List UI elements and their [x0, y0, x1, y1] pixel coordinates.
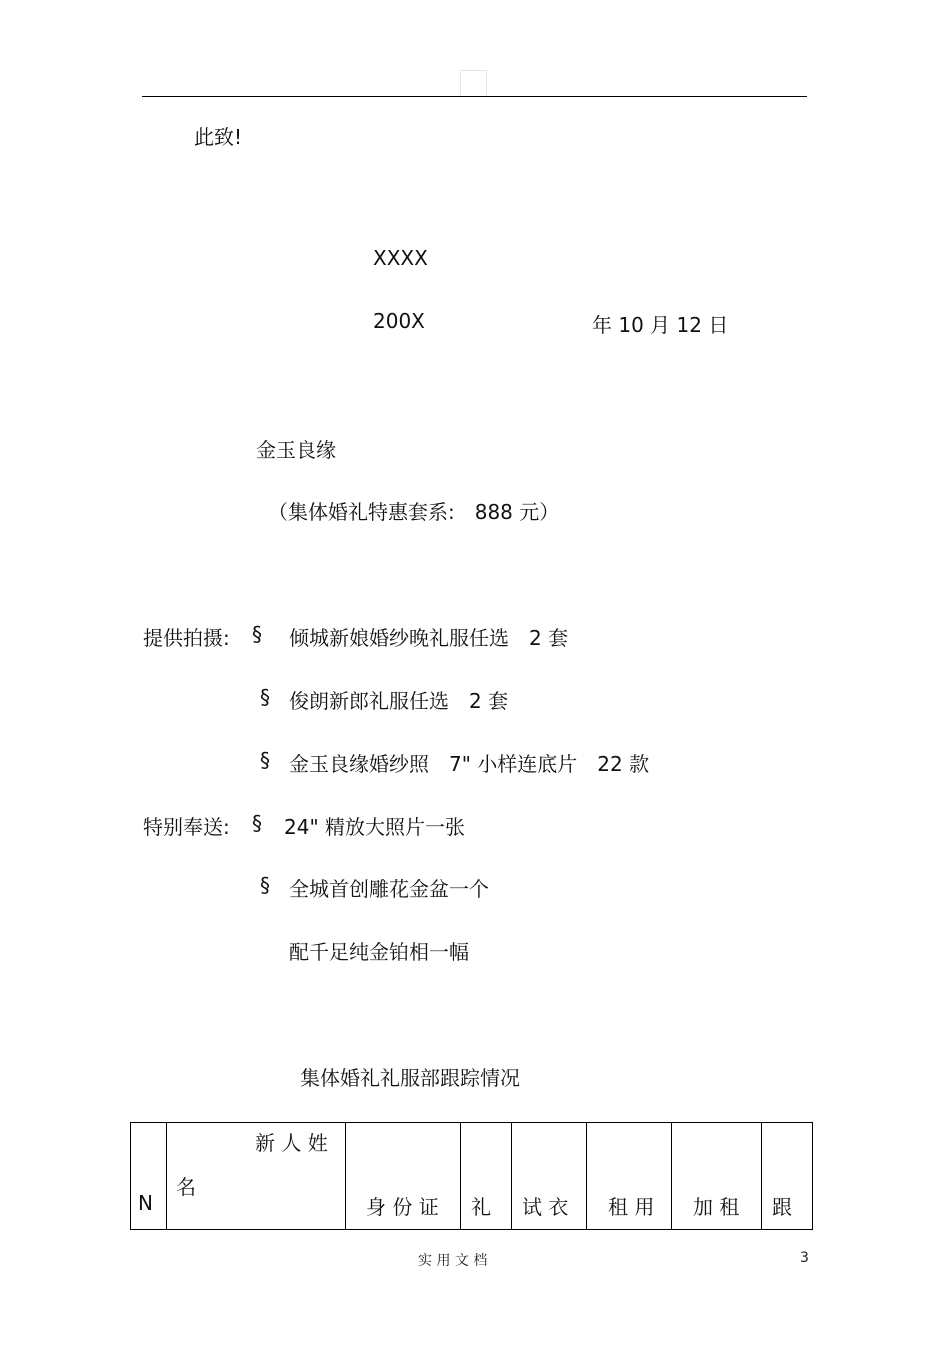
bullet: §	[260, 873, 270, 897]
header-cell-gift	[461, 1123, 512, 1230]
gift-label: 特别奉送:	[143, 815, 230, 839]
gift-item-1: 24" 精放大照片一张	[284, 815, 466, 839]
header-cell-fitting	[512, 1123, 587, 1230]
tracking-table	[130, 1122, 813, 1230]
provide-label: 提供拍摄:	[143, 626, 230, 650]
bullet: §	[260, 748, 270, 772]
header-cell-no	[131, 1123, 167, 1230]
header-name-line2: 名	[176, 1175, 196, 1199]
header-cell-name	[167, 1123, 346, 1230]
header-tab-box	[460, 70, 487, 96]
provide-item-3: 金玉良缘婚纱照 7" 小样连底片 22 款	[289, 752, 650, 776]
footer-text: 实 用 文 档	[418, 1253, 488, 1269]
page-number: 3	[800, 1250, 809, 1266]
letter-signature: XXXX	[373, 246, 428, 270]
table-header-row	[131, 1123, 813, 1230]
letter-closing: 此致!	[194, 125, 243, 149]
header-cell-id	[346, 1123, 461, 1230]
package-subtitle: （集体婚礼特惠套系: 888 元）	[268, 500, 560, 524]
tracking-title: 集体婚礼礼服部跟踪情况	[300, 1066, 520, 1090]
header-rule	[142, 96, 807, 97]
letter-date-year: 200X	[373, 309, 425, 333]
provide-item-1: 倾城新娘婚纱晚礼服任选 2 套	[289, 626, 569, 650]
header-no: N	[138, 1191, 153, 1215]
header-cell-follow	[762, 1123, 813, 1230]
header-fitting: 试 衣	[522, 1195, 569, 1219]
header-follow: 跟	[772, 1195, 792, 1219]
package-title: 金玉良缘	[256, 438, 336, 462]
header-id: 身 份 证	[366, 1195, 439, 1219]
header-cell-extra-rent	[672, 1123, 762, 1230]
bullet: §	[252, 811, 262, 835]
letter-date-rest: 年 10 月 12 日	[592, 313, 729, 337]
gift-item-2: 全城首创雕花金盆一个	[289, 877, 489, 901]
header-extra-rent: 加 租	[693, 1195, 740, 1219]
bullet: §	[252, 622, 262, 646]
bullet: §	[260, 685, 270, 709]
header-name-line1: 新 人 姓	[255, 1131, 328, 1155]
gift-continuation: 配千足纯金铂相一幅	[289, 940, 469, 964]
header-rent: 租 用	[608, 1195, 655, 1219]
header-gift: 礼	[471, 1195, 491, 1219]
provide-item-2: 俊朗新郎礼服任选 2 套	[289, 689, 509, 713]
header-cell-rent	[587, 1123, 672, 1230]
